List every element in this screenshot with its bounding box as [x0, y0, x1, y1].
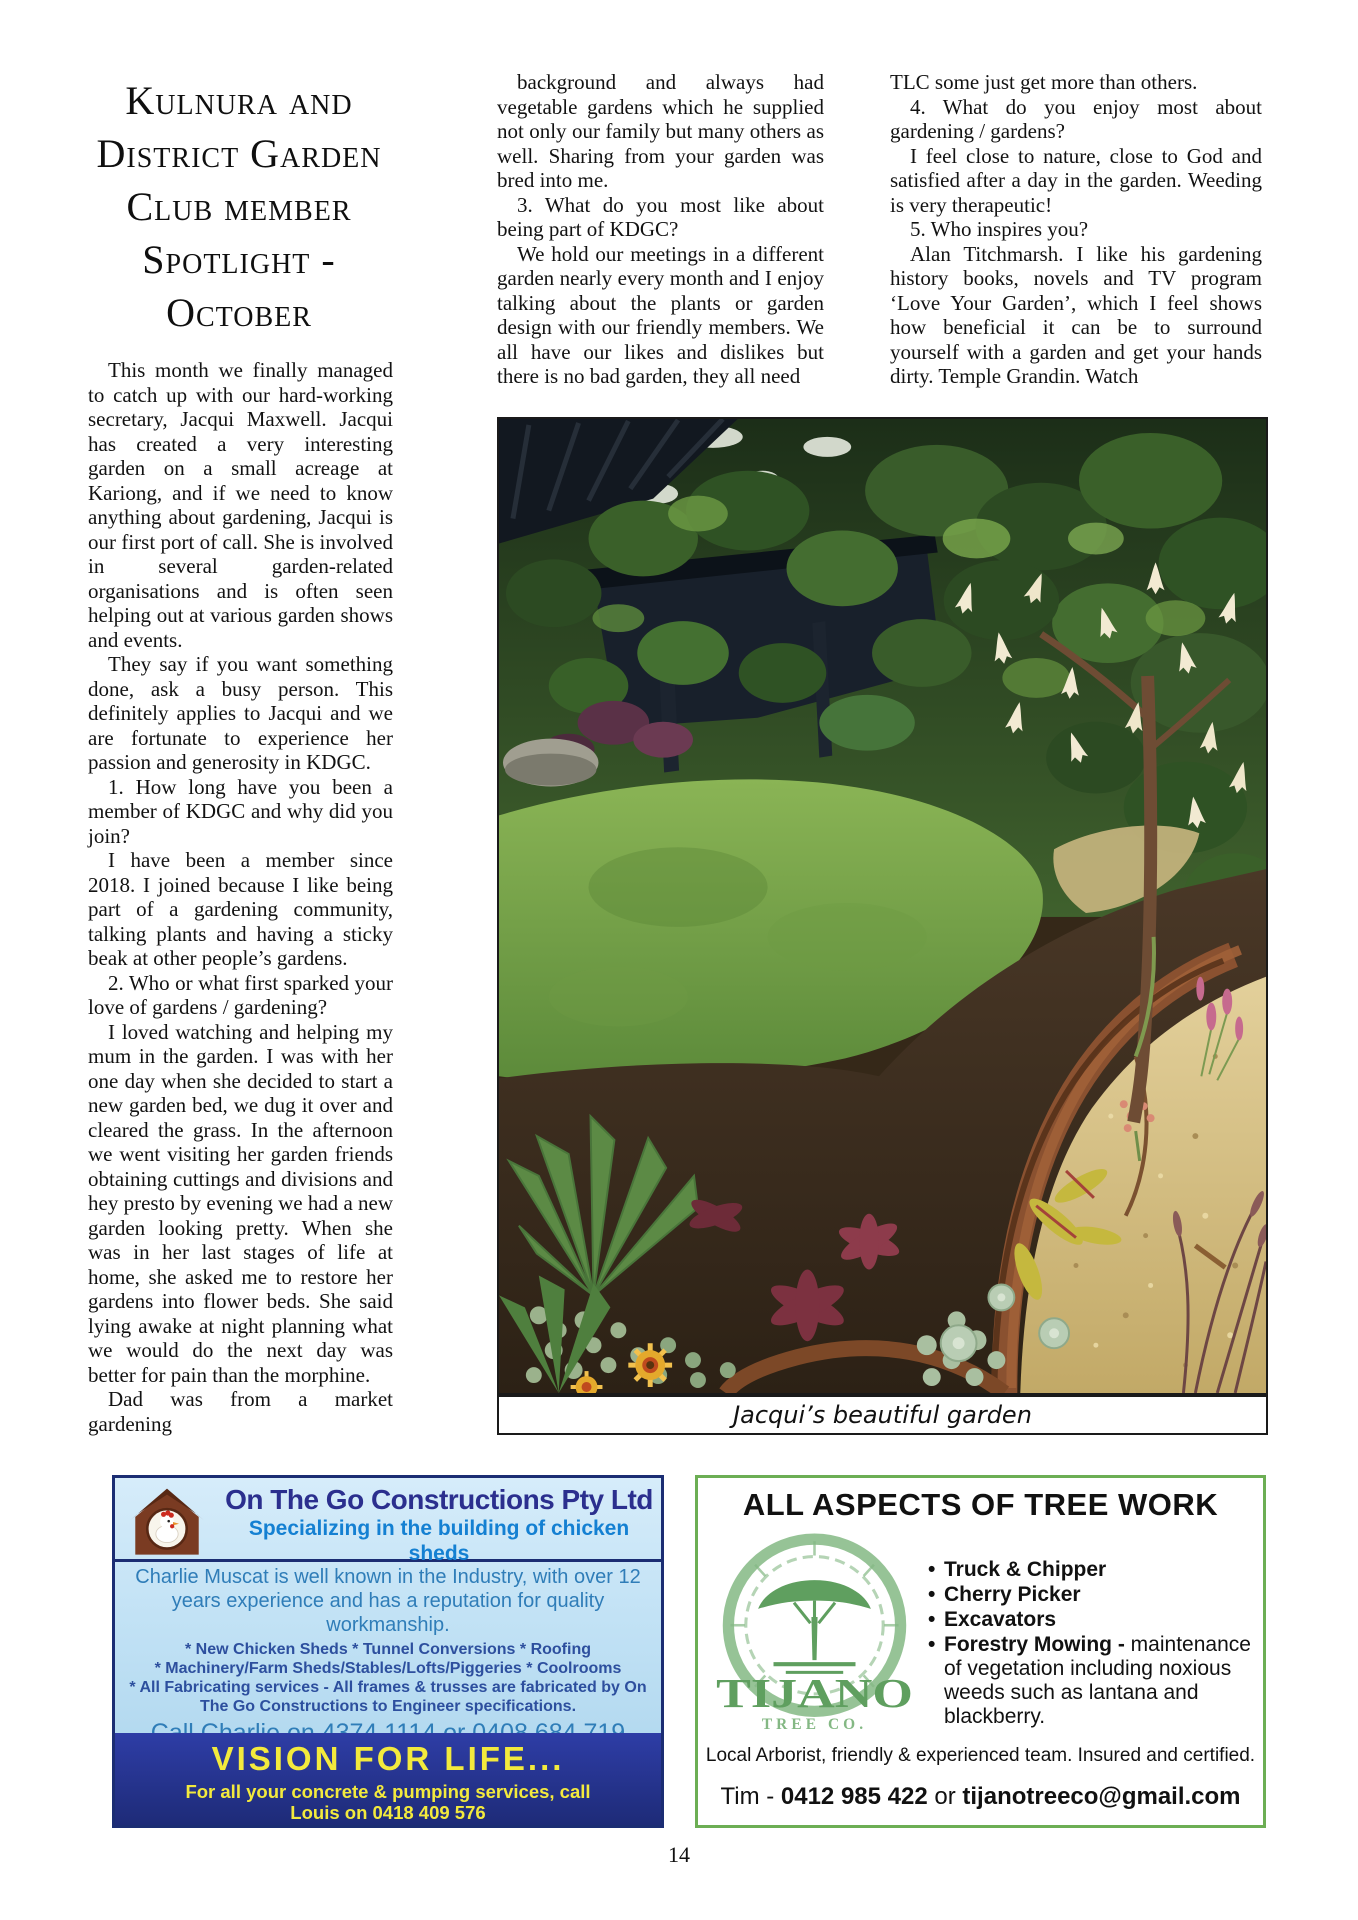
- paragraph: 2. Who or what first sparked your love of gardens / gardening?: [88, 970, 393, 1019]
- paragraph: We hold our meetings in a different garden nearly every month and I enjoy talking about the plants or garden design with our friendly members. We all have our likes and dislikes but there is no bad garden, they all need: [497, 241, 824, 388]
- service-detail: maintenance of vegetation including noxious weeds such as lantana and blackberry.: [944, 1633, 1251, 1728]
- article-title: [84, 74, 394, 339]
- paragraph: This month we finally managed to catch up with our hard-working secretary, Jacqui Maxwell. Jacqui has created a very interesting garden on a small acreage at Kariong, and if we need to know anything about gardening, Jacqui is our first port of call. She is involved in several garden-related organisations and is often seen helping out at various garden shows and events.: [88, 358, 393, 652]
- ad-constructions-title: On The Go Constructions Pty Ltd: [225, 1484, 653, 1515]
- paragraph: TLC some just get more than others.: [890, 70, 1198, 94]
- paragraph: I feel close to nature, close to God and satisfied after a day in the garden. Weeding is very therapeutic!: [890, 143, 1262, 217]
- ad-on-the-go-constructions: [112, 1475, 664, 1828]
- list-item: [926, 1583, 1252, 1607]
- ad-constructions-subtitle: Specializing in the building of chicken sheds: [248, 1517, 630, 1565]
- paragraph: 4. What do you enjoy most about gardening / gardens?: [890, 94, 1262, 143]
- paragraph: 5. Who inspires you?: [910, 217, 1089, 241]
- list-item: [926, 1633, 1252, 1729]
- garden-photo-illustration: [499, 419, 1266, 1393]
- list-item: [926, 1558, 1252, 1582]
- service-name: Excavators: [944, 1608, 1057, 1631]
- ad-tijano-tree-co: [695, 1475, 1266, 1828]
- service-line: * New Chicken Sheds * Tunnel Conversions * Roofing: [185, 1641, 591, 1658]
- tijano-logo-sub: TREE CO.: [761, 1715, 868, 1733]
- title-line: October: [166, 290, 312, 335]
- ad-constructions-services: [115, 1640, 661, 1716]
- contact-or: or: [927, 1783, 963, 1810]
- chicken-shed-icon: [123, 1486, 211, 1558]
- contact-email: tijanotreeco@gmail.com: [962, 1783, 1241, 1810]
- service-line: * Machinery/Farm Sheds/Stables/Lofts/Piggeries * Coolrooms: [154, 1660, 622, 1677]
- service-name: Truck & Chipper: [944, 1558, 1107, 1581]
- service-name: Cherry Picker: [944, 1583, 1081, 1606]
- contact-phone: 0412 985 422: [780, 1783, 928, 1810]
- ad-tree-contact: [698, 1783, 1263, 1811]
- photo-caption-text: Jacqui’s beautiful garden: [733, 1401, 1032, 1429]
- vision-title: VISION FOR LIFE...: [211, 1740, 565, 1777]
- tijano-tree-logo: [712, 1530, 917, 1742]
- paragraph: Alan Titchmarsh. I like his gardening history books, novels and TV program ‘Love Your Garden’, which I feel shows how beneficial it can be to surround yourself with a garden and get your hands dirty. Temple Grandin. Watch: [890, 241, 1262, 388]
- photo-caption: [497, 1395, 1268, 1435]
- paragraph: background and always had vegetable gardens which he supplied not only our family but many others as well. Sharing from your garden was bred into me.: [497, 70, 824, 192]
- service-name: Forestry Mowing -: [944, 1633, 1125, 1656]
- tijano-logo-name: TIJANO: [716, 1670, 913, 1717]
- paragraph: They say if you want something done, ask a busy person. This definitely applies to Jacqui and we are fortunate to experience her passion and generosity in KDGC.: [88, 652, 393, 774]
- ad-constructions-intro: Charlie Muscat is well known in the Industry, with over 12 years experience and has a reputation for quality workmanship.: [135, 1566, 641, 1636]
- vision-subtitle: For all your concrete & pumping services, call Louis on 0418 409 576: [185, 1781, 591, 1823]
- ad-tree-services-list: [926, 1558, 1252, 1730]
- article-column-2: [497, 70, 824, 389]
- paragraph: 1. How long have you been a member of KDGC and why did you join?: [88, 774, 393, 848]
- ad-constructions-header: [115, 1483, 661, 1565]
- ad-tree-note: Local Arborist, friendly & experienced team. Insured and certified.: [705, 1745, 1256, 1766]
- service-line: * All Fabricating services - All frames & trusses are fabricated by On The Go Constructions to Engineer specifications.: [129, 1679, 647, 1715]
- ad-tree-header: ALL ASPECTS OF TREE WORK: [742, 1487, 1219, 1522]
- article-column-3: [890, 70, 1262, 389]
- list-item: [926, 1608, 1252, 1632]
- paragraph: 3. What do you most like about being part of KDGC?: [497, 192, 824, 241]
- paragraph: I have been a member since 2018. I joined because I like being part of a gardening community, talking plants and having a sticky beak at other people’s gardens.: [88, 848, 393, 970]
- title-line: Spotlight -: [142, 237, 336, 282]
- title-line: Kulnura and: [125, 78, 353, 123]
- article-column-1: [88, 358, 393, 1436]
- paragraph: Dad was from a market gardening: [88, 1387, 393, 1436]
- title-line: Club member: [126, 184, 352, 229]
- garden-photo: [497, 417, 1268, 1395]
- contact-prefix: Tim -: [720, 1783, 781, 1810]
- vision-for-life-banner: [115, 1733, 661, 1825]
- page-number: 14: [668, 1842, 690, 1867]
- title-line: District Garden: [96, 131, 382, 176]
- paragraph: I loved watching and helping my mum in the garden. I was with her one day when she decided to start a new garden bed, we dug it over and cleared the grass. In the afternoon we went visiting her garden friends obtaining cuttings and divisions and hey presto by evening we had a new garden looking pretty. When she was in her last stages of life at home, she asked me to restore her gardens into flower beds. She said lying awake at night planning what we would do the next day was better for pain than the morphine.: [88, 1019, 393, 1387]
